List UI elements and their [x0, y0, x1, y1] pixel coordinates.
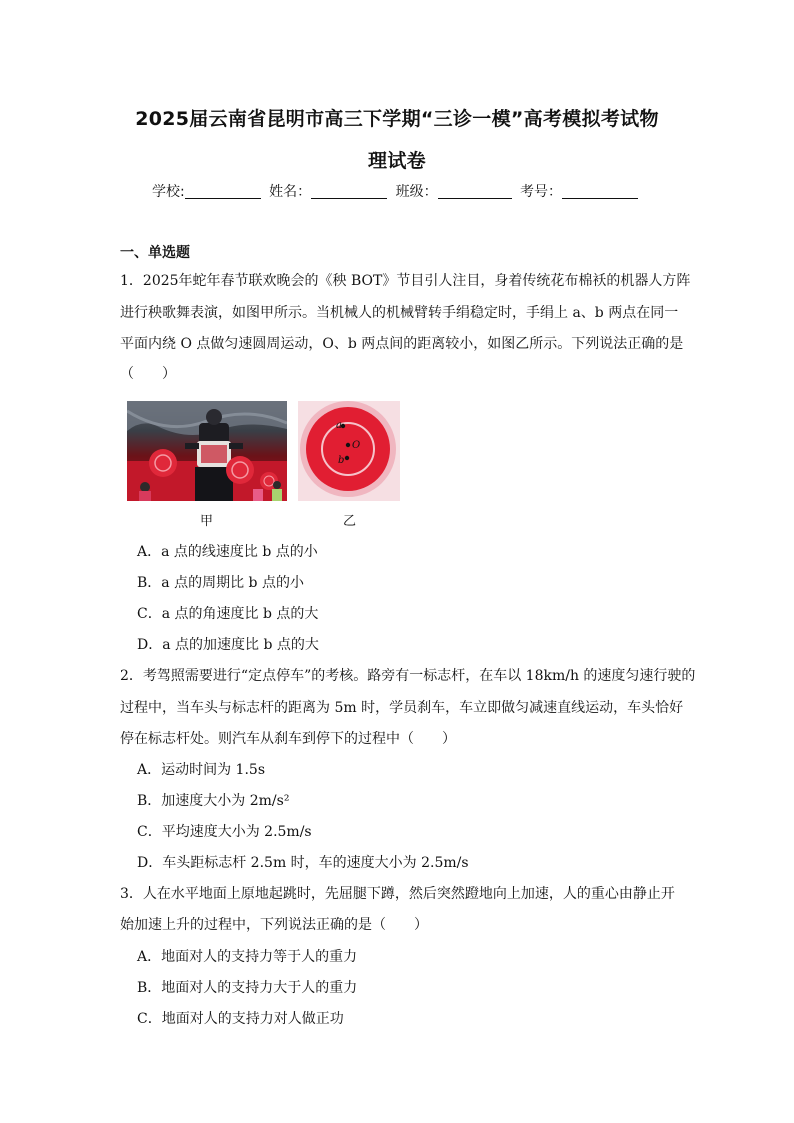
- q1-stem-line: （ ）: [120, 366, 176, 382]
- figure-caption-jia: 甲: [200, 514, 214, 529]
- q2-option-a: A．运动时间为 1.5s: [137, 762, 266, 778]
- school-label: 学校:: [151, 184, 185, 200]
- q3-option-b: B．地面对人的支持力大于人的重力: [137, 980, 358, 996]
- q2-stem-line: 停在标志杆处。则汽车从刹车到停下的过程中（ ）: [120, 731, 456, 747]
- q1-stem-line: 进行秧歌舞表演，如图甲所示。当机械人的机械臂转手绢稳定时，手绢上 a、b 两点在同一: [120, 305, 679, 321]
- exam-title-line1: 2025届云南省昆明市高三下学期“三诊一模”高考模拟考试物: [135, 108, 659, 130]
- q1-option-c: C．a 点的角速度比 b 点的大: [137, 606, 319, 622]
- q2-stem-line: 过程中，当车头与标志杆的距离为 5m 时，学员刹车，车立即做匀减速直线运动，车头恰好: [120, 700, 684, 716]
- q3-stem-line: 始加速上升的过程中，下列说法正确的是（ ）: [120, 917, 428, 933]
- point-b-label: b: [338, 455, 345, 466]
- q3-stem-line: 3．人在水平地面上原地起跳时，先屈腿下蹲，然后突然蹬地向上加速，人的重心由静止开: [120, 886, 675, 902]
- q2-option-c: C．平均速度大小为 2.5m/s: [137, 824, 312, 840]
- robot-dance-illustration: [127, 401, 287, 501]
- figure-handkerchief-diagram: [298, 401, 400, 501]
- q3-option-a: A．地面对人的支持力等于人的重力: [137, 949, 358, 965]
- exam-number-label: 考号：: [520, 184, 563, 200]
- point-a-label: a: [336, 420, 342, 431]
- handkerchief-diagram: [298, 401, 400, 501]
- name-label: 姓名：: [269, 184, 312, 200]
- exam-number-blank: [562, 184, 638, 199]
- point-o-label: O: [352, 440, 361, 451]
- point-b: [345, 456, 349, 460]
- q2-option-b: B．加速度大小为 2m/s²: [137, 793, 290, 809]
- point-o: [346, 443, 350, 447]
- q1-option-d: D．a 点的加速度比 b 点的大: [137, 637, 319, 653]
- q2-stem-line: 2．考驾照需要进行“定点停车”的考核。路旁有一标志杆，在车以 18km/h 的速度匀速行驶的: [120, 668, 696, 684]
- class-label: 班级：: [395, 184, 438, 200]
- q3-option-c: C．地面对人的支持力对人做正功: [137, 1011, 344, 1027]
- name-blank: [311, 184, 387, 199]
- exam-title-line2: 理试卷: [368, 150, 426, 172]
- class-blank: [438, 184, 512, 199]
- q2-option-d: D．车头距标志杆 2.5m 时，车的速度大小为 2.5m/s: [137, 855, 469, 871]
- figure-robot-dance-photo: [127, 401, 287, 501]
- student-info-row: [0, 181, 794, 201]
- q1-option-b: B．a 点的周期比 b 点的小: [137, 575, 304, 591]
- q1-stem-line: 平面内绕 O 点做匀速圆周运动，O、b 两点间的距离较小，如图乙所示。下列说法正确的是: [120, 336, 684, 352]
- q1-stem-line: 1．2025年蛇年春节联欢晚会的《秧 BOT》节目引人注目，身着传统花布棉袄的机器人方阵: [120, 273, 691, 289]
- q1-option-a: A．a 点的线速度比 b 点的小: [137, 544, 318, 560]
- figure-caption-yi: 乙: [343, 514, 357, 529]
- section-heading: 一、单选题: [120, 245, 190, 261]
- school-blank: [185, 184, 261, 199]
